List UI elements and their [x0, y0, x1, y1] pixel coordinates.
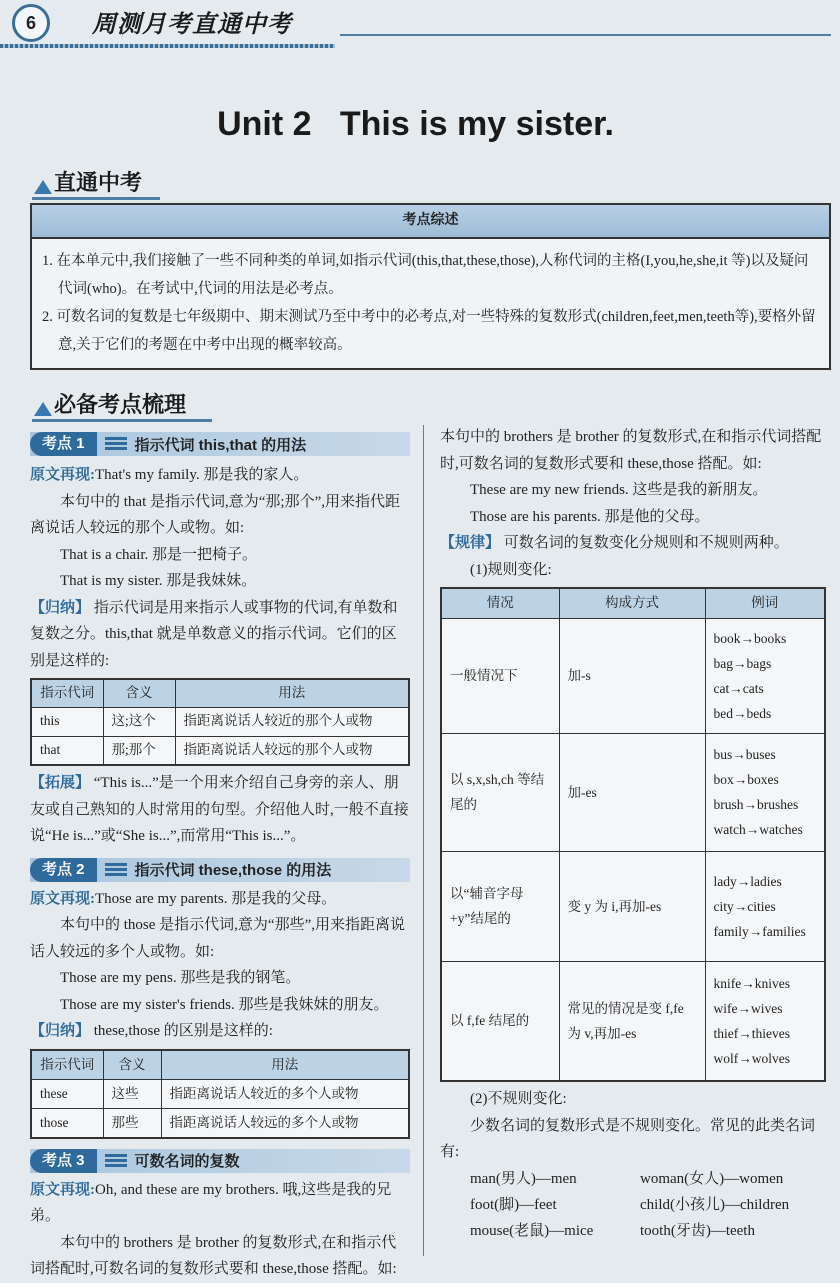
right-column — [440, 424, 826, 1244]
cell-method: 常见的情况是变 f,fe 为 v,再加-es — [559, 961, 705, 1081]
summary-box-title: 考点综述 — [32, 205, 829, 239]
irregular-item: tooth(牙齿)—teeth — [640, 1222, 755, 1239]
rule-text: 可数名词的复数变化分规则和不规则两种。 — [500, 535, 789, 551]
cell: that — [31, 736, 103, 765]
summary-item: 1. 在本单元中,我们接触了一些不同种类的单词,如指示代词(this,that,these,those),人称代词的主格(I,you,he,she,it 等)以及疑问代词(who)。在考试中,代词的用法是必考点。 — [42, 253, 809, 297]
example: That is a chair. 那是一把椅子。 — [60, 546, 258, 563]
series-title: 周测月考直通中考 — [92, 11, 292, 38]
irregular-intro: 少数名词的复数形式是不规则变化。常见的此类名词有: — [440, 1117, 816, 1160]
left-column — [30, 432, 410, 1277]
section-heading-kaodian — [32, 388, 212, 422]
this-that-table — [30, 678, 410, 766]
example-word: cat→cats — [713, 680, 764, 696]
kaodian-1-bar — [30, 432, 410, 456]
page-number: 6 — [25, 12, 36, 33]
plural-rules-table — [440, 587, 826, 1082]
example-word: box→boxes — [713, 772, 779, 787]
example-word: book→books — [713, 630, 787, 646]
summary-text: 指示代词是用来指示人或事物的代词,有单数和复数之分。this,that 就是单数意义的指示代词。它们的区别是这样的: — [30, 599, 398, 669]
table-header: 指示代词 — [31, 679, 103, 707]
column-divider — [423, 425, 424, 1256]
cell: 这些 — [103, 1080, 161, 1109]
header-rule — [0, 44, 335, 48]
table-row — [31, 1080, 409, 1109]
explanation-continued — [440, 424, 826, 477]
explanation: 本句中的 those 是指示代词,意为“那些”,用来指距离说话人较远的多个人或物。如: — [30, 917, 405, 960]
example-word: wife→wives — [713, 1000, 783, 1016]
summary-item: 2. 可数名词的复数是七年级期中、期末测试乃至中考中的必考点,对一些特殊的复数形式(children,feet,men,teeth等),要格外留意,关于它们的考题在中考中出现的概率较高。 — [42, 309, 816, 353]
cell: 这;这个 — [103, 707, 175, 736]
example: Those are my sister's friends. 那些是我妹妹的朋友。 — [60, 996, 389, 1013]
summary-box — [30, 203, 831, 370]
cell: these — [31, 1080, 103, 1109]
cell: those — [31, 1109, 103, 1138]
irregular-item: foot(脚)—feet — [470, 1196, 557, 1213]
cell-case: 以“辅音字母+y”结尾的 — [441, 851, 559, 961]
kaodian-title: 可数名词的复数 — [134, 1153, 240, 1170]
section-heading-zhitong — [32, 166, 160, 200]
orig-label: 原文再现: — [30, 890, 95, 907]
cell: 指距离说话人较近的多个人或物 — [161, 1080, 409, 1109]
cell-case: 以 s,x,sh,ch 等结尾的 — [441, 733, 559, 851]
explanation: 本句中的 that 是指示代词,意为“那;那个”,用来指代距离说话人较远的那个人或物。如: — [30, 493, 400, 536]
rule-label: 【规律】 — [440, 535, 501, 551]
cell: 指距离说话人较远的多个人或物 — [161, 1109, 409, 1138]
orig-sentence: Those are my parents. 那是我的父母。 — [95, 890, 337, 907]
irregular-item: child(小孩儿)—children — [640, 1196, 790, 1213]
irregular-item: woman(女人)—women — [640, 1170, 784, 1187]
triangle-icon — [34, 402, 52, 416]
explanation: 本句中的 brothers 是 brother 的复数形式,在和指示代词搭配时,可数名词的复数形式要和 these,those 搭配。如: — [30, 1234, 397, 1277]
triangle-icon — [34, 180, 52, 194]
orig-sentence: That's my family. 那是我的家人。 — [95, 467, 309, 483]
orig-label: 原文再现: — [30, 467, 95, 483]
example-word: family→families — [713, 923, 806, 939]
section-title: 直通中考 — [54, 170, 143, 195]
example-word: bed→beds — [713, 705, 772, 721]
irregular-heading: (2)不规则变化: — [470, 1091, 567, 1107]
example: These are my new friends. 这些是我的新朋友。 — [470, 482, 768, 498]
example-word: watch→watches — [713, 822, 803, 837]
table-header: 指示代词 — [31, 1050, 103, 1080]
extension-text: “This is...”是一个用来介绍自己身旁的亲人、朋友或自己熟知的人时常用的句型。介绍他人时,一般不直接说“He is...”或“She is...”,而常用“This is...”。 — [30, 775, 409, 844]
unit-title: Unit 2 This is my sister. — [217, 105, 614, 143]
example-word: lady→ladies — [713, 873, 782, 889]
table-header: 例词 — [705, 588, 825, 618]
summary-label: 【归纳】 — [30, 1023, 91, 1039]
example-word: brush→brushes — [713, 797, 799, 812]
example-word: thief→thieves — [713, 1025, 790, 1041]
cell-examples — [705, 851, 825, 961]
cell: 那;那个 — [103, 736, 175, 765]
table-row — [441, 961, 825, 1081]
section-title: 必备考点梳理 — [54, 392, 187, 417]
cell: 指距离说话人较近的那个人或物 — [175, 707, 409, 736]
summary-label: 【归纳】 — [30, 599, 91, 616]
cell: 指距离说话人较远的那个人或物 — [175, 736, 409, 765]
table-row — [441, 618, 825, 733]
cell: this — [31, 707, 103, 736]
orig-sentence: Oh, and these are my brothers. 哦,这些是我的兄弟。 — [30, 1181, 392, 1224]
irregular-item: man(男人)—men — [470, 1170, 577, 1187]
lines-icon — [105, 863, 127, 877]
example: Those are his parents. 那是他的父母。 — [470, 508, 710, 525]
header-rule-right — [340, 34, 831, 36]
orig-label: 原文再现: — [30, 1181, 95, 1198]
cell-examples — [705, 618, 825, 733]
table-header: 用法 — [175, 679, 409, 707]
cell-case: 一般情况下 — [441, 618, 559, 733]
lines-icon — [105, 1154, 127, 1168]
cell: 那些 — [103, 1109, 161, 1138]
cell-method: 加-s — [559, 618, 705, 733]
summary-text: these,those 的区别是这样的: — [90, 1023, 273, 1039]
kaodian-2-bar — [30, 858, 410, 882]
table-header: 含义 — [103, 679, 175, 707]
kaodian-3-bar — [30, 1149, 410, 1173]
table-header: 含义 — [103, 1050, 161, 1080]
kaodian-tag: 考点 3 — [30, 1149, 97, 1173]
irregular-item: mouse(老鼠)—mice — [470, 1222, 594, 1239]
kaodian-tag: 考点 2 — [30, 858, 97, 882]
cell-method: 变 y 为 i,再加-es — [559, 851, 705, 961]
example: That is my sister. 那是我妹妹。 — [60, 573, 257, 589]
example-word: bag→bags — [713, 655, 772, 671]
cell-examples — [705, 733, 825, 851]
cell-method: 加-es — [559, 733, 705, 851]
table-row — [31, 707, 409, 736]
cell-examples — [705, 961, 825, 1081]
page-number-badge — [12, 4, 50, 42]
lines-icon — [105, 437, 127, 451]
table-row — [31, 736, 409, 765]
kaodian-title: 指示代词 this,that 的用法 — [134, 436, 307, 454]
example: Those are my pens. 那些是我的钢笔。 — [60, 970, 301, 986]
irregular-list — [440, 1166, 826, 1244]
kaodian-title: 指示代词 these,those 的用法 — [134, 862, 332, 879]
table-header: 情况 — [441, 588, 559, 618]
explanation-text: 本句中的 brothers 是 brother 的复数形式,在和指示代词搭配时,可数名词的复数形式要和 these,those 搭配。如: — [440, 429, 822, 472]
extension-label: 【拓展】 — [30, 775, 91, 791]
table-row — [31, 1109, 409, 1138]
example-word: city→cities — [713, 898, 776, 914]
these-those-table — [30, 1049, 410, 1139]
table-header: 构成方式 — [559, 588, 705, 618]
cell-case: 以 f,fe 结尾的 — [441, 961, 559, 1081]
example-word: wolf→wolves — [713, 1050, 790, 1066]
example-word: knife→knives — [713, 975, 790, 991]
regular-heading: (1)规则变化: — [470, 561, 552, 578]
table-row — [441, 851, 825, 961]
kaodian-tag: 考点 1 — [30, 432, 97, 456]
table-header: 用法 — [161, 1050, 409, 1080]
table-row — [441, 733, 825, 851]
example-word: bus→buses — [713, 747, 776, 762]
